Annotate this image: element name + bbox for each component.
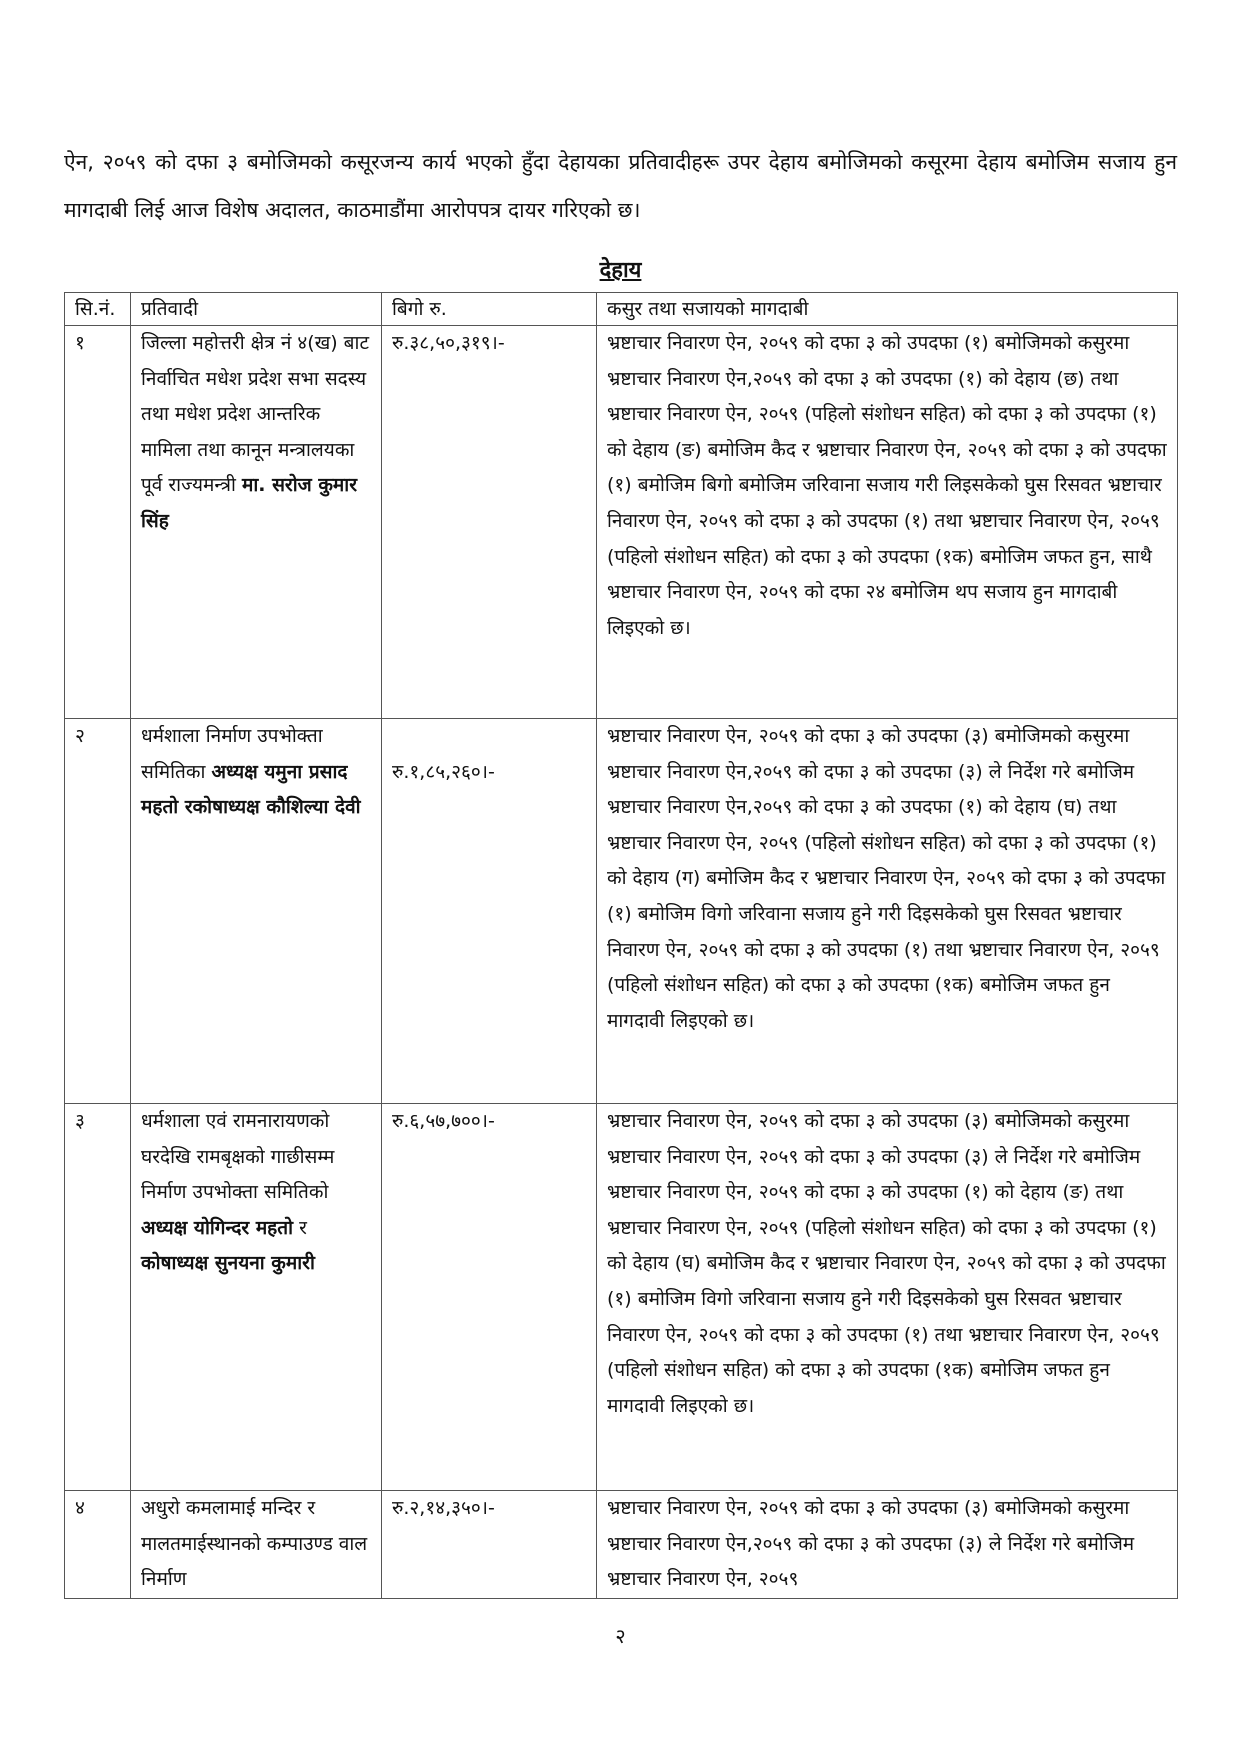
cell-amount: रु.६,५७,७००।-: [382, 1104, 597, 1491]
header-amount: बिगो रु.: [382, 293, 597, 326]
charges-table: [64, 292, 1178, 1599]
cell-charge: भ्रष्टाचार निवारण ऐन, २०५९ को दफा ३ को उपदफा (१) बमोजिमको कसुरमा भ्रष्टाचार निवारण ऐन,२०५९ को दफा ३ को उपदफा (१) को देहाय (छ) तथा भ्रष्टाचार निवारण ऐन, २०५९ (पहिलो संशोधन सहित) को दफा ३ को उपदफा (१) को देहाय (ङ) बमोजिम कैद र भ्रष्टाचार निवारण ऐन, २०५९ को दफा ३ को उपदफा (१) बमोजिम बिगो बमोजिम जरिवाना सजाय गरी लिइसकेको घुस रिसवत भ्रष्टाचार निवारण ऐन, २०५९ को दफा ३ को उपदफा (१) तथा भ्रष्टाचार निवारण ऐन, २०५९ (पहिलो संशोधन सहित) को दफा ३ को उपदफा (१क) बमोजिम जफत हुन, साथै भ्रष्टाचार निवारण ऐन, २०५९ को दफा २४ बमोजिम थप सजाय हुन मागदाबी लिइएको छ।: [597, 326, 1178, 719]
defendant-name: अध्यक्ष योगिन्दर महतो: [141, 1216, 294, 1239]
section-heading-text: देहाय: [599, 258, 642, 283]
cell-charge: भ्रष्टाचार निवारण ऐन, २०५९ को दफा ३ को उपदफा (३) बमोजिमको कसुरमा भ्रष्टाचार निवारण ऐन, २०५९ को दफा ३ को उपदफा (३) ले निर्देश गरे बमोजिम भ्रष्टाचार निवारण ऐन, २०५९ को दफा ३ को उपदफा (१) को देहाय (ङ) तथा भ्रष्टाचार निवारण ऐन, २०५९ (पहिलो संशोधन सहित) को दफा ३ को उपदफा (१) को देहाय (घ) बमोजिम कैद र भ्रष्टाचार निवारण ऐन, २०५९ को दफा ३ को उपदफा (१) बमोजिम विगो जरिवाना सजाय हुने गरी दिइसकेको घुस रिसवत भ्रष्टाचार निवारण ऐन, २०५९ को दफा ३ को उपदफा (१) तथा भ्रष्टाचार निवारण ऐन, २०५९ (पहिलो संशोधन सहित) को दफा ३ को उपदफा (१क) बमोजिम जफत हुन मागदावी लिइएको छ।: [597, 1104, 1178, 1491]
defendant-description: धर्मशाला एवं रामनारायणको घरदेखि रामबृक्षको गाछीसम्म निर्माण उपभोक्ता समितिको: [141, 1110, 335, 1204]
header-charge-demand: कसुर तथा सजायको मागदाबी: [597, 293, 1178, 326]
cell-serial-no: ३: [65, 1104, 131, 1491]
cell-amount: [382, 719, 597, 1104]
cell-serial-no: २: [65, 719, 131, 1104]
defendant-name-2: कोषाध्यक्ष सुनयना कुमारी: [141, 1252, 315, 1275]
table-row: [65, 1491, 1178, 1599]
page-number: २: [615, 1624, 626, 1648]
cell-serial-no: ४: [65, 1491, 131, 1599]
cell-charge: भ्रष्टाचार निवारण ऐन, २०५९ को दफा ३ को उपदफा (३) बमोजिमको कसुरमा भ्रष्टाचार निवारण ऐन,२०५९ को दफा ३ को उपदफा (३) ले निर्देश गरे बमोजिम भ्रष्टाचार निवारण ऐन, २०५९: [597, 1491, 1178, 1599]
cell-charge: भ्रष्टाचार निवारण ऐन, २०५९ को दफा ३ को उपदफा (३) बमोजिमको कसुरमा भ्रष्टाचार निवारण ऐन,२०५९ को दफा ३ को उपदफा (३) ले निर्देश गरे बमोजिम भ्रष्टाचार निवारण ऐन,२०५९ को दफा ३ को उपदफा (१) को देहाय (घ) तथा भ्रष्टाचार निवारण ऐन, २०५९ (पहिलो संशोधन सहित) को दफा ३ को उपदफा (१) को देहाय (ग) बमोजिम कैद र भ्रष्टाचार निवारण ऐन, २०५९ को दफा ३ को उपदफा (१) बमोजिम विगो जरिवाना सजाय हुने गरी दिइसकेको घुस रिसवत भ्रष्टाचार निवारण ऐन, २०५९ को दफा ३ को उपदफा (१) तथा भ्रष्टाचार निवारण ऐन, २०५९ (पहिलो संशोधन सहित) को दफा ३ को उपदफा (१क) बमोजिम जफत हुन मागदावी लिइएको छ।: [597, 719, 1178, 1104]
cell-serial-no: १: [65, 326, 131, 719]
header-defendant: प्रतिवादी: [131, 293, 382, 326]
table-header-row: [65, 293, 1178, 326]
cell-defendant: [131, 1104, 382, 1491]
cell-defendant: [131, 326, 382, 719]
table-row: [65, 326, 1178, 719]
table-row: [65, 719, 1178, 1104]
cell-amount: रु.३८,५०,३१९।-: [382, 326, 597, 719]
cell-defendant: [131, 719, 382, 1104]
defendant-description: जिल्ला महोत्तरी क्षेत्र नं ४(ख) बाट निर्वाचित मधेश प्रदेश सभा सदस्य तथा मधेश प्रदेश आन्तरिक मामिला तथा कानून मन्त्रालयका पूर्व राज्यमन्त्री: [141, 332, 370, 497]
header-serial-no: सि.नं.: [65, 293, 131, 326]
cell-amount: रु.२,१४,३५०।-: [382, 1491, 597, 1599]
cell-defendant: अधुरो कमलामाई मन्दिर र मालतमाईस्थानको कम्पाउण्ड वाल निर्माण: [131, 1491, 382, 1599]
defendant-name: मा. सरोज कुमार सिंह: [141, 474, 357, 532]
amount-value: रु.१,८५,२६०।-: [392, 761, 495, 783]
defendant-conjunction: र: [293, 1216, 307, 1239]
table-row: [65, 1104, 1178, 1491]
defendant-name: अध्यक्ष यमुना प्रसाद महतो रकोषाध्यक्ष कौशिल्या देवी: [141, 760, 361, 819]
section-heading: [0, 254, 1241, 284]
intro-paragraph: ऐन, २०५९ को दफा ३ बमोजिमको कसूरजन्य कार्य भएको हुँदा देहायका प्रतिवादीहरू उपर देहाय बमोजिमको कसूरमा देहाय बमोजिम सजाय हुन मागदाबी लिई आज विशेष अदालत, काठमाडौंमा आरोपपत्र दायर गरिएको छ।: [64, 150, 1177, 222]
defendant-description: धर्मशाला निर्माण उपभोक्ता समितिका: [141, 725, 323, 783]
